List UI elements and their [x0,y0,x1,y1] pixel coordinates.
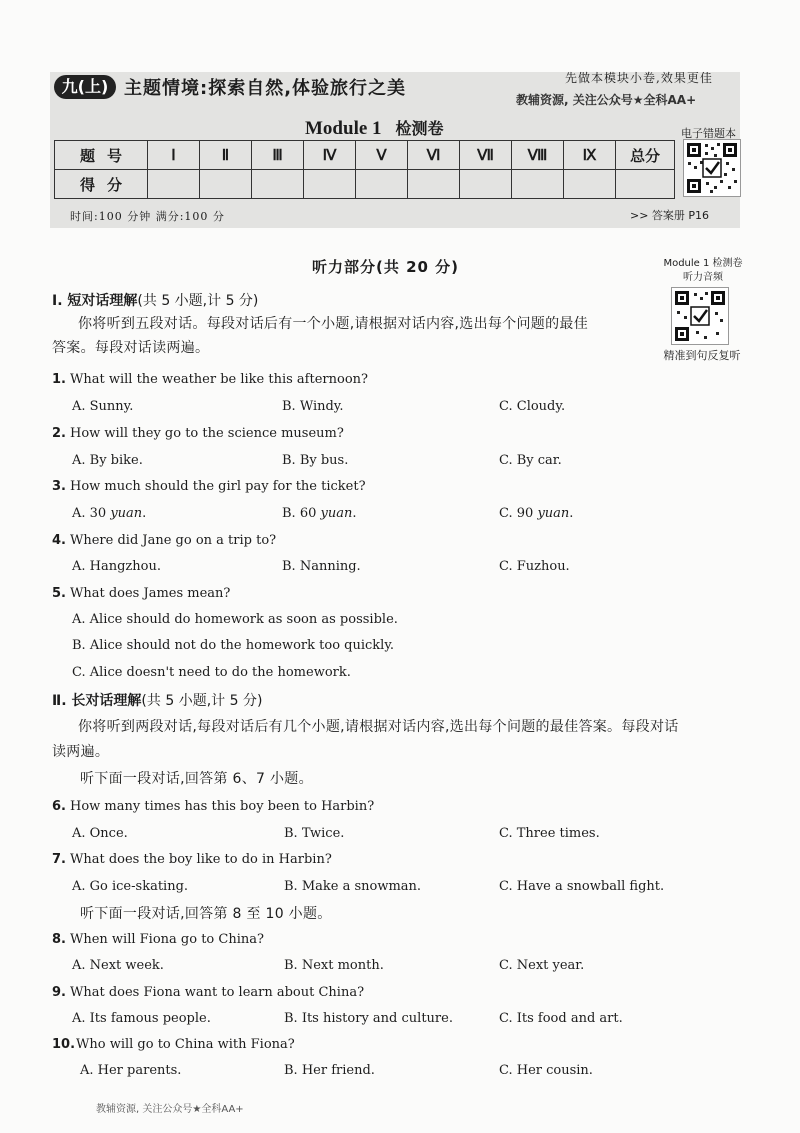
col-8: Ⅷ [512,141,564,170]
q4-option-b[interactable]: B. Nanning. [282,559,361,574]
question-1: 1. What will the weather be like this afternoon? [52,372,368,387]
score-cell[interactable] [252,170,304,199]
grade-badge: 九(上) [54,75,116,99]
audio-qr-label: Module 1 检测卷 听力音频 [663,258,743,283]
score-row-values [55,170,675,199]
q6-option-c[interactable]: C. Three times. [499,826,600,841]
q7-option-a[interactable]: A. Go ice-skating. [72,879,189,894]
question-9: 9. What does Fiona want to learn about China? [52,985,365,1000]
q5-option-a[interactable]: A. Alice should do homework as soon as possible. [72,612,398,627]
score-table [54,140,675,199]
question-3: 3. How much should the girl pay for the ticket? [52,479,366,494]
score-cell[interactable] [200,170,252,199]
q7-option-b[interactable]: B. Make a snowman. [284,879,422,894]
q9-option-a[interactable]: A. Its famous people. [72,1011,211,1026]
q6-option-b[interactable]: B. Twice. [284,826,345,841]
col-3: Ⅲ [252,141,304,170]
module-title: Module 1 检测卷 [305,118,444,139]
footer-promo: 教辅资源, 关注公众号★全科AA+ [96,1104,244,1115]
tip-text: 先做本模块小卷,效果更佳 [565,71,713,85]
theme-title: 主题情境:探索自然,体验旅行之美 [124,78,407,99]
question-7: 7. What does the boy like to do in Harbin? [52,852,332,867]
q5-option-c[interactable]: C. Alice doesn't need to do the homework. [72,665,351,680]
col-4: Ⅳ [304,141,356,170]
q4-option-c[interactable]: C. Fuzhou. [499,559,570,574]
q9-option-c[interactable]: C. Its food and art. [499,1011,623,1026]
q8-option-c[interactable]: C. Next year. [499,958,585,973]
col-1: Ⅰ [148,141,200,170]
col-7: Ⅶ [460,141,512,170]
section-1-instruction-line1: 你将听到五段对话。每段对话后有一个小题,请根据对话内容,选出每个问题的最佳 [78,316,588,332]
score-cell[interactable] [512,170,564,199]
col-2: Ⅱ [200,141,252,170]
qr-label: 电子错题本 [681,127,736,140]
answer-reference: >> 答案册 P16 [630,209,710,222]
col-5: Ⅴ [356,141,408,170]
col-9: Ⅸ [564,141,616,170]
q10-option-c[interactable]: C. Her cousin. [499,1063,593,1078]
score-cell[interactable] [356,170,408,199]
q3-option-a[interactable]: A. 30 yuan. [72,506,147,521]
qr-code-icon[interactable] [683,139,741,197]
q10-option-a[interactable]: A. Her parents. [80,1063,182,1078]
section-1-instruction-line2: 答案。每段对话读两遍。 [52,340,210,356]
audio-qr-code-icon[interactable] [671,287,729,345]
score-cell[interactable] [408,170,460,199]
section-1-heading: Ⅰ. 短对话理解(共 5 小题,计 5 分) [52,293,259,309]
q7-option-c[interactable]: C. Have a snowball fight. [499,879,665,894]
q1-option-b[interactable]: B. Windy. [282,399,344,414]
score-row-header [55,141,675,170]
time-info: 时间:100 分钟 满分:100 分 [70,210,225,223]
question-8: 8. When will Fiona go to China? [52,932,264,947]
question-10: 10.Who will go to China with Fiona? [52,1037,295,1052]
q5-option-b[interactable]: B. Alice should not do the homework too quickly. [72,638,395,653]
section-2-instruction-line2: 读两遍。 [52,744,110,760]
promo-text: 教辅资源, 关注公众号★全科AA+ [516,93,697,107]
section-2-heading: Ⅱ. 长对话理解(共 5 小题,计 5 分) [52,693,263,709]
section-2-sub-instruction-2: 听下面一段对话,回答第 8 至 10 小题。 [80,906,332,922]
q2-option-a[interactable]: A. By bike. [72,453,143,468]
q2-option-c[interactable]: C. By car. [499,453,562,468]
q10-option-b[interactable]: B. Her friend. [284,1063,375,1078]
score-cell[interactable] [460,170,512,199]
q6-option-a[interactable]: A. Once. [72,826,128,841]
score-cell-total[interactable] [616,170,675,199]
question-6: 6. How many times has this boy been to Harbin? [52,799,375,814]
q1-option-c[interactable]: C. Cloudy. [499,399,566,414]
section-2-sub-instruction-1: 听下面一段对话,回答第 6、7 小题。 [80,771,313,787]
q2-option-b[interactable]: B. By bus. [282,453,349,468]
row-label-score: 得分 [55,170,148,199]
row-label-number: 题号 [55,141,148,170]
col-total: 总分 [616,141,675,170]
question-2: 2. How will they go to the science museum? [52,426,344,441]
q4-option-a[interactable]: A. Hangzhou. [72,559,161,574]
q8-option-a[interactable]: A. Next week. [72,958,164,973]
audio-qr-caption: 精准到句反复听 [663,349,741,362]
question-5: 5. What does James mean? [52,586,231,601]
q1-option-a[interactable]: A. Sunny. [72,399,134,414]
col-6: Ⅵ [408,141,460,170]
section-2-instruction-line1: 你将听到两段对话,每段对话后有几个小题,请根据对话内容,选出每个问题的最佳答案。每段对话 [78,719,679,735]
question-4: 4. Where did Jane go on a trip to? [52,533,277,548]
q8-option-b[interactable]: B. Next month. [284,958,384,973]
q9-option-b[interactable]: B. Its history and culture. [284,1011,453,1026]
q3-option-c[interactable]: C. 90 yuan. [499,506,574,521]
score-cell[interactable] [148,170,200,199]
listening-title: 听力部分(共 20 分) [312,258,460,276]
q3-option-b[interactable]: B. 60 yuan. [282,506,357,521]
score-cell[interactable] [304,170,356,199]
score-cell[interactable] [564,170,616,199]
